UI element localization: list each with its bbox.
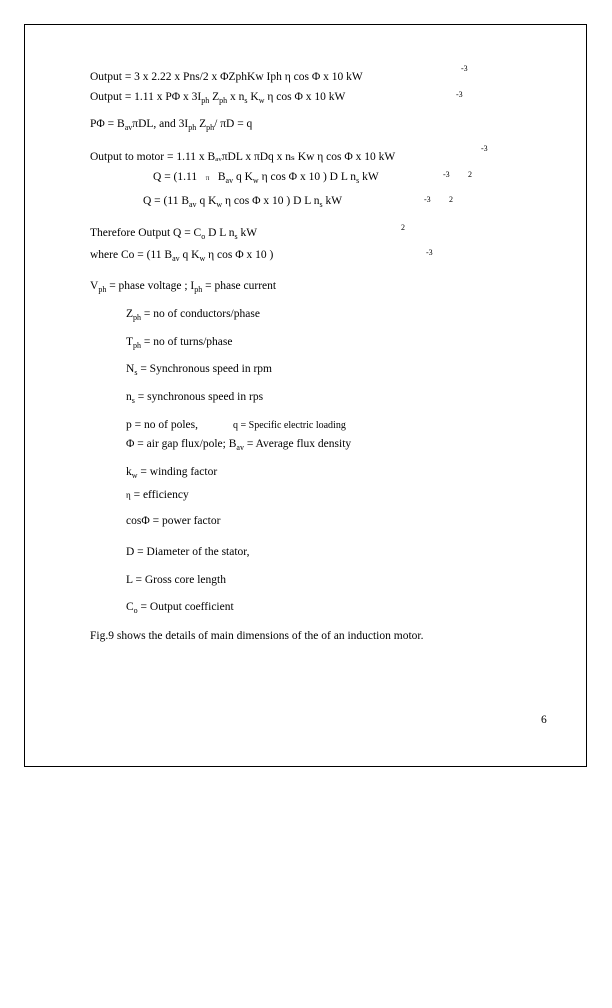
def-output-coefficient: $C_o$ = Output coefficient — [126, 601, 234, 615]
equation-output-1: Output = 3 x 2.22 x Pns/2 x ΦZphKw Iph η cos Φ x 10 kW — [90, 71, 363, 83]
def-synchronous-speed-rpm: $N_s$ = Synchronous speed in rpm — [126, 363, 273, 377]
def-phase-voltage-current: $V_{ph}$ = phase voltage ; $I_{ph}$ = phase current — [90, 280, 277, 294]
def-conductors-per-phase: $Z_{ph}$ = no of conductors/phase — [126, 308, 260, 322]
def-power-factor: cosΦ = power factor — [126, 515, 221, 527]
equation-q-1: Q = (1.11 π $B_{av}$ q $K_w$ η cos Φ x 10 ) D L $n_s$ kW — [153, 171, 379, 185]
equation-co-definition: where Co = (11 $B_{av}$ q $K_w$ η cos Φ x 10 ) — [90, 249, 274, 263]
exponent-6b: 2 — [449, 195, 453, 204]
def-winding-factor: $k_w$ = winding factor — [126, 466, 218, 480]
def-core-length: L = Gross core length — [126, 574, 226, 586]
exponent-1: -3 — [461, 64, 468, 73]
def-efficiency: η = efficiency — [126, 489, 189, 501]
equation-therefore-output: Therefore Output $Q = C_o$ D L $n_s$ kW — [90, 227, 258, 241]
exponent-6a: -3 — [424, 195, 431, 204]
equation-flux-relation: $P\Phi = B_{av}\pi DL$, and $3I_{ph}$ $Z_{ph}/$ πD = q — [90, 118, 253, 132]
page-number: 6 — [541, 714, 547, 726]
exponent-7: 2 — [401, 223, 405, 232]
figure-caption: Fig.9 shows the details of main dimensions of the of an induction motor. — [90, 630, 424, 642]
exponent-5a: -3 — [443, 170, 450, 179]
def-synchronous-speed-rps: $n_s$ = synchronous speed in rps — [126, 391, 264, 405]
def-air-gap-flux: Φ = air gap flux/pole; $B_{av}$ = Average flux density — [126, 438, 352, 452]
def-poles: p = no of poles, — [126, 419, 198, 431]
def-specific-electric-loading: q = Specific electric loading — [233, 420, 346, 431]
exponent-8: -3 — [426, 248, 433, 257]
equation-output-to-motor: Output to motor = 1.11 x BₐᵥπDL x πDq x nₛ Kw η cos Φ x 10 kW — [90, 151, 396, 163]
page-frame — [24, 24, 587, 767]
def-diameter: D = Diameter of the stator, — [126, 546, 250, 558]
exponent-2: -3 — [456, 90, 463, 99]
exponent-4: -3 — [481, 144, 488, 153]
def-turns-per-phase: $T_{ph}$ = no of turns/phase — [126, 336, 233, 350]
equation-q-2: Q = (11 $B_{av}$ q $K_w$ η cos Φ x 10 ) D L $n_s$ kW — [143, 195, 343, 209]
exponent-5b: 2 — [468, 170, 472, 179]
equation-output-2: Output = 1.11 x PΦ x $3I_{ph}$ $Z_{ph}$ x $n_s$ $K_w$ η cos Φ x 10 kW — [90, 91, 346, 105]
